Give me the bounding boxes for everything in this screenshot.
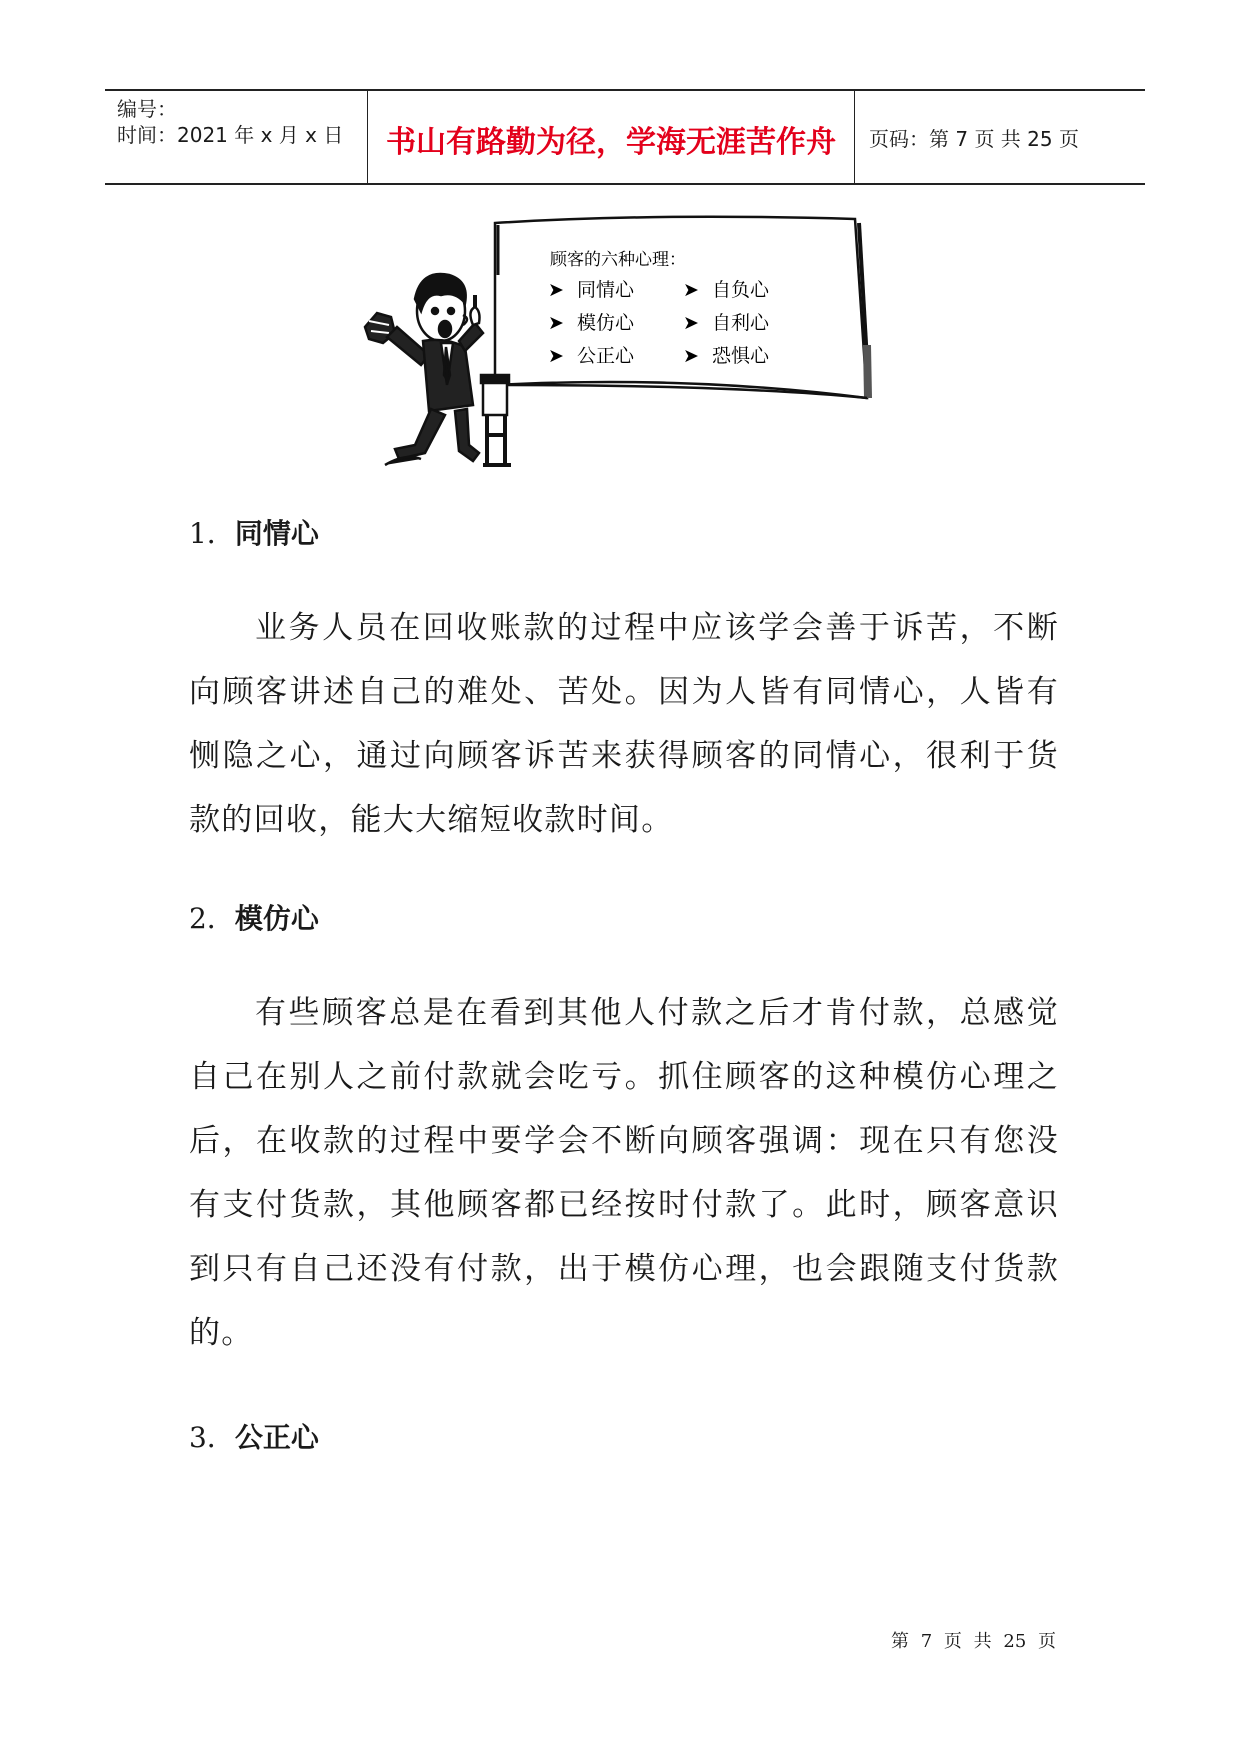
- arrow-icon: ➤: [683, 345, 699, 367]
- header-right-cell: [855, 91, 1145, 183]
- section-title: 公正心: [234, 1421, 319, 1454]
- poster-title: 顾客的六种心理：: [550, 250, 686, 270]
- section-heading: [189, 512, 319, 552]
- poster-sheet: [495, 217, 867, 398]
- section-title: 模仿心: [234, 902, 319, 935]
- six-psychologies-illustration: [355, 215, 895, 477]
- poster-item: 自利心: [712, 312, 770, 334]
- cartoon-speaker-icon: [365, 274, 511, 465]
- arrow-icon: ➤: [548, 312, 564, 334]
- header-motto: 书山有路勤为径，学海无涯苦作舟: [386, 125, 836, 160]
- section-paragraph: 业务人员在回收账款的过程中应该学会善于诉苦，不断向顾客讲述自己的难处、苦处。因为人皆有同情心，人皆有恻隐之心，通过向顾客诉苦来获得顾客的同情心，很利于货款的回收，能大大缩短收款时间。: [189, 610, 1059, 838]
- section-number: 3．: [189, 1421, 235, 1454]
- poster-item: 同情心: [577, 279, 635, 301]
- section-number: 2．: [189, 902, 235, 935]
- poster-item: 模仿心: [577, 312, 635, 334]
- header-left-cell: [105, 91, 367, 183]
- section-title: 同情心: [234, 517, 319, 550]
- document-time-label: 时间：2021 年 x 月 x 日: [117, 123, 344, 147]
- header-page-code: 页码：第 7 页 共 25 页: [869, 127, 1079, 151]
- poster-item: 公正心: [577, 345, 635, 367]
- section-heading: [189, 897, 319, 937]
- arrow-icon: ➤: [683, 279, 699, 301]
- poster-item: 自负心: [712, 279, 770, 301]
- arrow-icon: ➤: [548, 345, 564, 367]
- section-paragraph: 有些顾客总是在看到其他人付款之后才肯付款，总感觉自己在别人之前付款就会吃亏。抓住顾客的这种模仿心理之后，在收款的过程中要学会不断向顾客强调：现在只有您没有支付货款，其他顾客都已经按时付款了。此时，顾客意识到只有自己还没有付款，出于模仿心理，也会跟随支付货款的。: [189, 995, 1059, 1351]
- poster-item: 恐惧心: [712, 345, 770, 367]
- section-number: 1．: [189, 517, 235, 550]
- page-header: [105, 89, 1145, 185]
- document-number-label: 编号：: [117, 97, 177, 121]
- arrow-icon: ➤: [548, 279, 564, 301]
- section-heading: [189, 1416, 319, 1456]
- arrow-icon: ➤: [683, 312, 699, 334]
- header-middle-cell: [367, 91, 855, 183]
- page-footer: 第 7 页 共 25 页: [891, 1631, 1056, 1652]
